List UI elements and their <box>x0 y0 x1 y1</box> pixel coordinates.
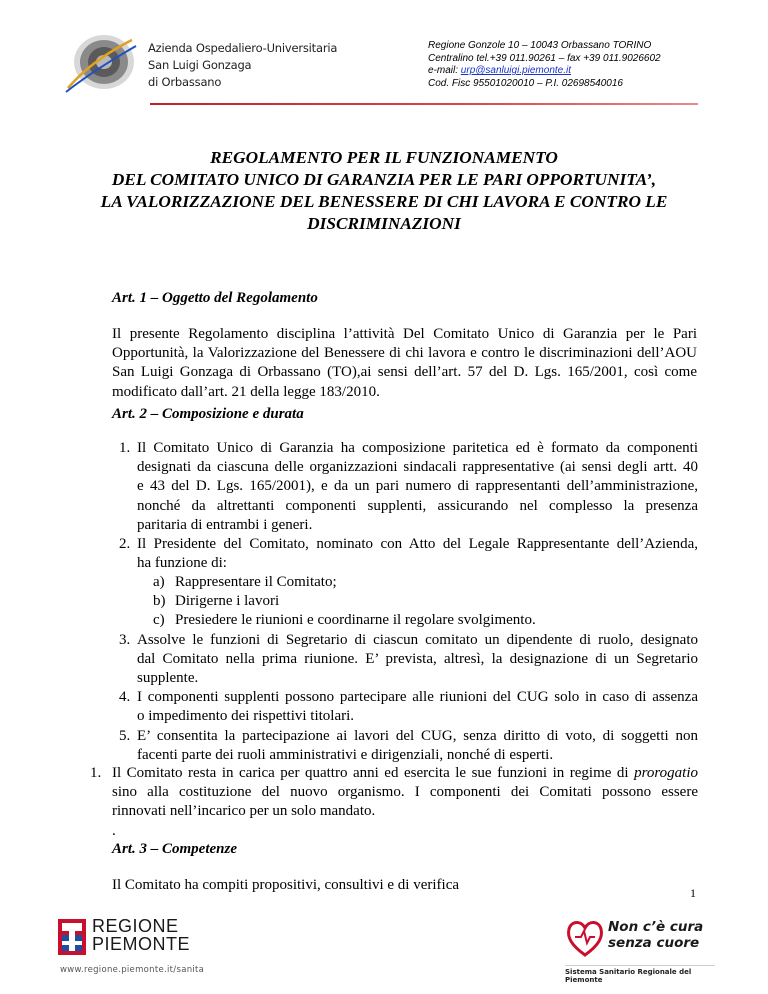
art2-item-1-line: nonché da altrettanti componenti supplenti, assicurando nel complesso la presenza <box>137 497 698 514</box>
slogan <box>608 919 703 951</box>
art2-item-3-line: Assolve le funzioni di Segretario di ciascun comitato un dipendente di ruolo, designato <box>137 632 698 648</box>
art2-item <box>137 535 698 573</box>
ssr-text: Sistema Sanitario Regionale del Piemonte <box>565 965 715 984</box>
art2-heading: Art. 2 – Composizione e durata <box>112 406 304 422</box>
website-text: www.regione.piemonte.it/sanita <box>60 965 205 975</box>
art1-paragraph <box>112 325 697 402</box>
organization-name <box>148 40 337 91</box>
art2-item <box>137 439 698 535</box>
art1-line-1: Il presente Regolamento disciplina l’attività Del Comitato Unico di Garanzia per le Pari <box>112 326 697 342</box>
art2-item <box>137 631 698 689</box>
phone-line: Centralino tel.+39 011.90261 – fax +39 011.9026602 <box>428 52 661 64</box>
art2-item-number: 5. <box>119 728 131 744</box>
regione-line-1: REGIONE <box>92 916 179 936</box>
art2-item-4-line: I componenti supplenti possono partecipare alle riunioni del CUG solo in caso di assenza <box>137 689 698 705</box>
address-line: Regione Gonzole 10 – 10043 Orbassano TORINO <box>428 40 652 51</box>
art1-line-3: San Luigi Gonzaga di Orbassano (TO),ai sensi dell’art. 57 del D. Lgs. 165/2001, così come <box>112 364 697 381</box>
art1-line-2: Opportunità, la Valorizzazione del Benessere di chi lavora e contro le discriminazioni dell’AOU <box>112 345 697 362</box>
art2-subitem-letter: c) <box>153 612 165 628</box>
art3-text: Il Comitato ha compiti propositivi, consultivi e di verifica <box>112 877 460 893</box>
art2-extra-dot: . <box>112 822 116 839</box>
art2-extra-line-3: rinnovati nell’incarico per un solo mandato. <box>112 803 376 820</box>
art2-extra-line-2: sino alla costituzione del nuovo organismo. I componenti dei Comitati possono essere <box>112 784 698 801</box>
heart-logo <box>565 917 605 964</box>
email-link[interactable]: urp@sanluigi.piemonte.it <box>460 65 572 77</box>
art2-extra-line-1 <box>112 764 698 783</box>
art2-item-number: 1. <box>119 440 131 456</box>
email-line <box>428 65 661 78</box>
title-line-3: LA VALORIZZAZIONE DEL BENESSERE DI CHI LAVORA E CONTRO LE <box>100 192 668 211</box>
art2-subitem: Dirigerne i lavori <box>175 593 280 609</box>
art2-subitem-letter: a) <box>153 574 165 590</box>
art2-extra-text: Il Comitato resta in carica per quattro anni ed esercita le sue funzioni in regime di <box>112 765 635 781</box>
title-line-1: REGOLAMENTO PER IL FUNZIONAMENTO <box>210 148 558 167</box>
art2-item-1-line: e 43 del D. Lgs. 165/2001), e da un pari numero di rappresentanti dell’amministrazione, <box>137 478 698 495</box>
title-line-2: DEL COMITATO UNICO DI GARANZIA PER LE PARI OPPORTUNITA’, <box>111 170 657 189</box>
email-prefix: e-mail: <box>428 65 461 77</box>
art2-item-1-line: Il Comitato Unico di Garanzia ha composizione paritetica ed è formato da componenti <box>137 440 698 456</box>
contact-block <box>428 40 661 90</box>
art1-line-4: modificato dall’art. 21 della legge 183/2010. <box>112 383 380 400</box>
art2-item-number: 3. <box>119 632 131 648</box>
art2-item-1-line: designati da ciascuna delle organizzazioni sindacali rappresentative (ai sensi degli artt. 40 <box>137 459 698 476</box>
art2-item-4-line: o impedimento dei rispettivi titolari. <box>137 708 355 725</box>
art2-item-number: 4. <box>119 689 131 705</box>
art2-item-2-line: Il Presidente del Comitato, nominato con Atto del Legale Rappresentante dell’Azienda, <box>137 536 698 552</box>
art2-item-3-line: dal Comitato nella prima riunione. E’ prevista, altresì, la designazione di un Segretario <box>137 651 698 668</box>
hospital-logo <box>62 30 142 100</box>
art2-subitem: Rappresentare il Comitato; <box>175 574 337 590</box>
page-number: 1 <box>690 886 696 900</box>
art2-item-number: 2. <box>119 536 131 552</box>
art3-heading: Art. 3 – Competenze <box>112 841 238 857</box>
title-line-4: DISCRIMINAZIONI <box>307 214 461 233</box>
art2-item <box>137 727 698 765</box>
regione-line-2: PIEMONTE <box>92 934 191 954</box>
slogan-line-2: senza cuore <box>608 935 700 951</box>
art2-item-1-line: paritaria di entrambi i generi. <box>137 516 313 533</box>
regione-text <box>92 917 190 953</box>
art2-item <box>137 688 698 726</box>
art2-extra-number: 1. <box>90 765 102 781</box>
art2-item-2-line: ha funzione di: <box>137 555 227 572</box>
org-line-3: di Orbassano <box>148 75 222 89</box>
art1-heading: Art. 1 – Oggetto del Regolamento <box>112 290 318 306</box>
org-line-1: Azienda Ospedaliero-Universitaria <box>148 41 338 55</box>
art2-item-5-line: facenti parte dei ruoli amministrativi e dirigenziali, nonché di esperti. <box>137 747 554 764</box>
document-title <box>40 147 728 235</box>
art2-extra-emphasis: prorogatio <box>634 765 698 781</box>
art2-item-3-line: supplente. <box>137 670 199 687</box>
art2-subitem-letter: b) <box>153 593 166 609</box>
art2-item-5-line: E’ consentita la partecipazione ai lavori del CUG, senza diritto di voto, di soggetti non <box>137 728 698 744</box>
art2-extra-item <box>112 764 698 841</box>
org-line-2: San Luigi Gonzaga <box>148 58 252 72</box>
fiscal-line: Cod. Fisc 95501020010 – P.I. 02698540016 <box>428 77 623 89</box>
slogan-line-1: Non c’è cura <box>608 919 704 935</box>
header-divider <box>150 103 698 105</box>
art2-subitem: Presiedere le riunioni e coordinarne il regolare svolgimento. <box>175 612 536 628</box>
